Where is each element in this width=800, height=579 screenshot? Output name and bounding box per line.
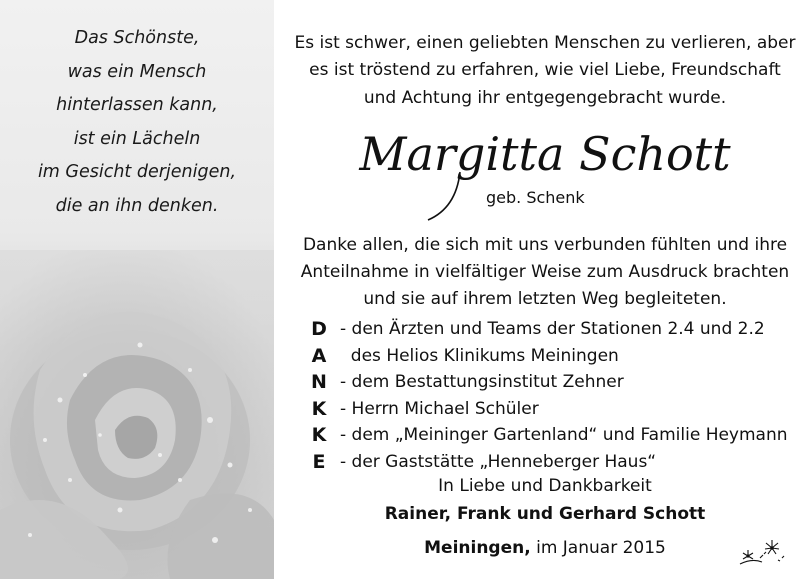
quote-line: Das Schönste, (74, 28, 200, 48)
quote-line: ist ein Lächeln (73, 128, 201, 149)
deceased-name-text: Margitta Schott (359, 127, 731, 181)
closing (290, 472, 800, 528)
danke-row (308, 422, 788, 449)
quote-line: was ein Mensch (67, 61, 207, 82)
quote-line: hinterlassen kann, (56, 95, 218, 116)
quote-line: im Gesicht derjenigen, (37, 162, 237, 183)
danke-row (308, 369, 788, 396)
thanks-text (290, 232, 800, 313)
dandelion-icon (738, 536, 786, 566)
deceased-name (310, 118, 780, 228)
closing-line: In Liebe und Dankbarkeit (438, 476, 652, 496)
main-text-area (290, 0, 800, 579)
danke-item: - dem „Meininger Gartenland“ und Familie Heymann (340, 425, 788, 445)
danke-letter: K (311, 397, 327, 420)
danke-item: - Herrn Michael Schüler (340, 398, 539, 419)
quote-line: die an ihn denken. (55, 195, 219, 216)
danke-letter: K (311, 424, 327, 446)
thanks-line: Anteilnahme in vielfältiger Weise zum Ausdruck brachten (300, 262, 790, 282)
place-date-text: im Januar 2015 (530, 538, 666, 558)
rose-image (0, 250, 274, 579)
intro-line: Es ist schwer, einen geliebten Menschen zu verlieren, aber (294, 33, 796, 53)
place-date (290, 538, 800, 558)
danke-item: - den Ärzten und Teams der Stationen 2.4 und 2.2 (340, 319, 765, 339)
danke-letter: D (311, 318, 327, 340)
thanks-line: und sie auf ihrem letzten Weg begleiteten. (363, 289, 727, 309)
danke-list (308, 316, 788, 475)
place-city: Meiningen, (424, 538, 531, 558)
danke-item: des Helios Klinikums Meiningen (340, 345, 619, 366)
danke-letter: E (312, 450, 326, 473)
danke-row (308, 396, 788, 423)
danke-item: - der Gaststätte „Henneberger Haus“ (340, 451, 657, 472)
memorial-quote (0, 22, 274, 224)
thanks-line: Danke allen, die sich mit uns verbunden fühlten und ihre (302, 235, 788, 255)
danke-item: - dem Bestattungsinstitut Zehner (340, 372, 624, 392)
danke-letter: A (311, 344, 327, 367)
danke-letter: N (311, 371, 327, 393)
birth-name: geb. Schenk (486, 188, 585, 207)
danke-row (308, 316, 788, 343)
danke-row (308, 343, 788, 370)
intro-line: es ist tröstend zu erfahren, wie viel Liebe, Freundschaft (309, 60, 781, 81)
intro-text (290, 30, 800, 112)
signers: Rainer, Frank und Gerhard Schott (384, 504, 706, 524)
quote-panel (0, 0, 274, 579)
intro-line: und Achtung ihr entgegengebracht wurde. (363, 87, 727, 108)
